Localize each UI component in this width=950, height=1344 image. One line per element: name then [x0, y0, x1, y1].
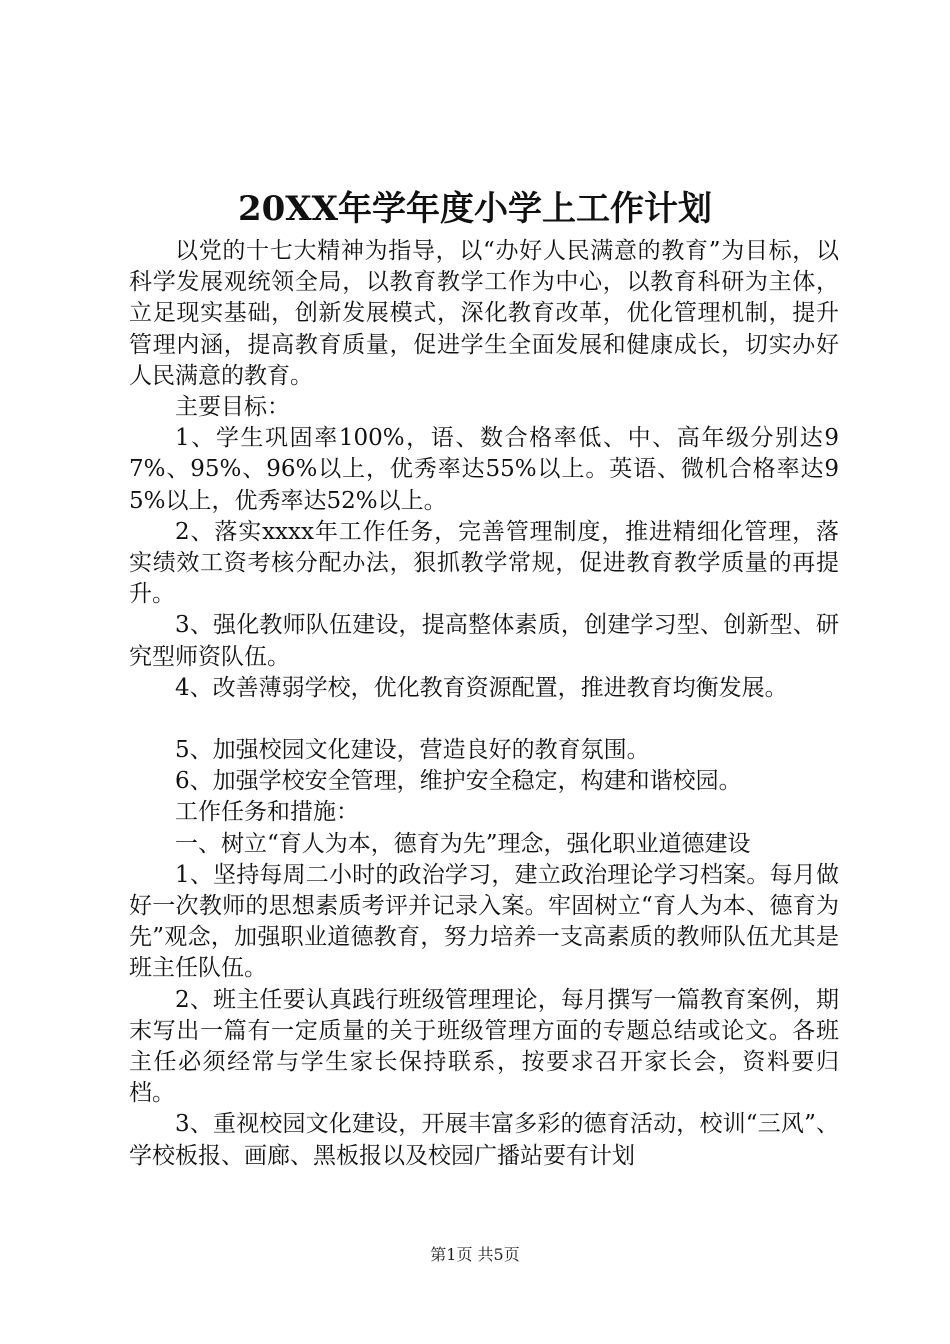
- page-footer: 第1页 共5页: [430, 1245, 520, 1264]
- goal-item-4: 4、改善薄弱学校，优化教育资源配置，推进教育均衡发展。: [175, 674, 788, 701]
- task-item-1: 1、坚持每周二小时的政治学习，建立政治理论学习档案。每月做好一次教师的思想素质考评并记录入案。牢固树立“育人为本、德育为先”观念，加强职业道德教育，努力培养一支高素质的教师队伍尤其是班主任队伍。: [129, 861, 839, 982]
- goal-item-3: 3、强化教师队伍建设，提高整体素质，创建学习型、创新型、研究型师资队伍。: [129, 612, 839, 670]
- goal-item-1: 1、学生巩固率100%，语、数合格率低、中、高年级分别达97%、95%、96%以上，优秀率达55%以上。英语、微机合格率达95%以上，优秀率达52%以上。: [129, 425, 839, 514]
- task-item-3: 3、重视校园文化建设，开展丰富多彩的德育活动，校训“三风”、学校板报、画廊、黑板报以及校园广播站要有计划: [129, 1111, 839, 1169]
- heading-tasks-measures: 工作任务和措施：: [175, 799, 359, 826]
- goal-item-6: 6、加强学校安全管理，维护安全稳定，构建和谐校园。: [175, 768, 742, 795]
- document-title: 20XX年学年度小学上工作计划: [237, 189, 713, 229]
- task-item-2: 2、班主任要认真践行班级管理理论，每月撰写一篇教育案例，期末写出一篇有一定质量的关于班级管理方面的专题总结或论文。各班主任必须经常与学生家长保持联系，按要求召开家长会，资料要归档。: [129, 986, 839, 1107]
- paragraph-intro: 以党的十七大精神为指导，以“办好人民满意的教育”为目标，以科学发展观统领全局，以教育教学工作为中心，以教育科研为主体，立足现实基础，创新发展模式，深化教育改革，优化管理机制，提升管理内涵，提高教育质量，促进学生全面发展和健康成长，切实办好人民满意的教育。: [129, 238, 839, 389]
- document-body: [129, 236, 839, 1172]
- heading-main-goals: 主要目标：: [175, 394, 290, 421]
- goal-item-2: 2、落实xxxx年工作任务，完善管理制度，推进精细化管理，落实绩效工资考核分配办法，狠抓教学常规，促进教育教学质量的再提升。: [129, 518, 839, 608]
- goal-item-5: 5、加强校园文化建设，营造良好的教育氛围。: [175, 737, 650, 764]
- section-heading-1: 一、树立“育人为本，德育为先”理念，强化职业道德建设: [175, 830, 751, 857]
